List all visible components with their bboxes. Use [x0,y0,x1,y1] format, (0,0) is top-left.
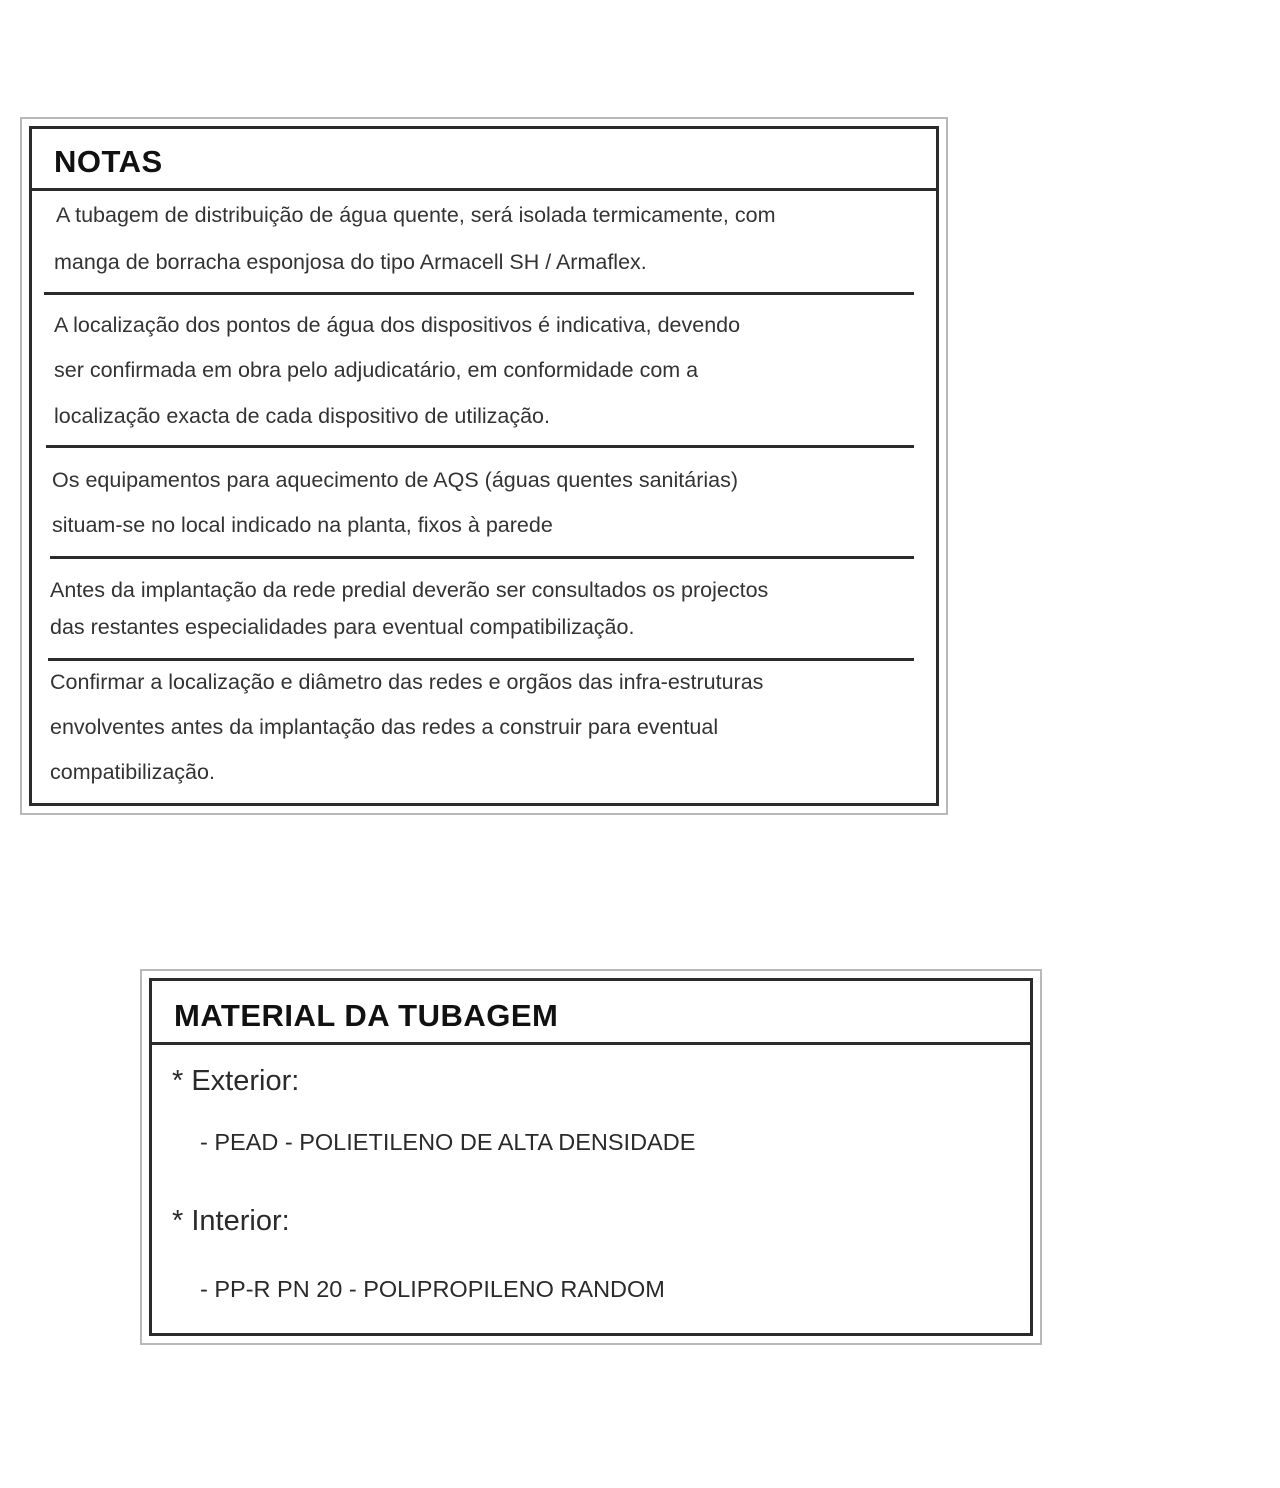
notas-box [20,117,948,815]
interior-material: - PP-R PN 20 - POLIPROPILENO RANDOM [200,1276,665,1302]
note-4-line-1: Antes da implantação da rede predial deverão ser consultados os projectos [50,578,769,602]
material-box [140,969,1042,1345]
material-title: MATERIAL DA TUBAGEM [152,981,1030,1045]
note-2-line-1: A localização dos pontos de água dos dispositivos é indicativa, devendo [54,313,741,337]
notas-frame [29,126,939,806]
note-3-line-1: Os equipamentos para aquecimento de AQS (águas quentes sanitárias) [52,468,739,492]
note-divider [48,658,914,661]
note-divider [46,445,914,448]
exterior-heading: * Exterior: [172,1065,300,1097]
note-divider [44,292,914,295]
notas-title: NOTAS [32,129,936,191]
note-5-line-1: Confirmar a localização e diâmetro das redes e orgãos das infra-estruturas [50,670,764,694]
material-frame [149,978,1033,1336]
note-2-line-2: ser confirmada em obra pelo adjudicatário, em conformidade com a [54,358,699,382]
note-2-line-3: localização exacta de cada dispositivo de utilização. [54,404,550,428]
note-5-line-2: envolventes antes da implantação das redes a construir para eventual [50,715,719,739]
note-1-line-1: A tubagem de distribuição de água quente, será isolada termicamente, com [56,203,776,227]
note-5-line-3: compatibilização. [50,760,215,784]
note-divider [50,556,914,559]
note-4-line-2: das restantes especialidades para eventual compatibilização. [50,615,635,639]
exterior-material: - PEAD - POLIETILENO DE ALTA DENSIDADE [200,1129,696,1155]
interior-heading: * Interior: [172,1205,290,1237]
note-3-line-2: situam-se no local indicado na planta, fixos à parede [52,513,553,537]
note-1-line-2: manga de borracha esponjosa do tipo Armacell SH / Armaflex. [54,250,647,274]
